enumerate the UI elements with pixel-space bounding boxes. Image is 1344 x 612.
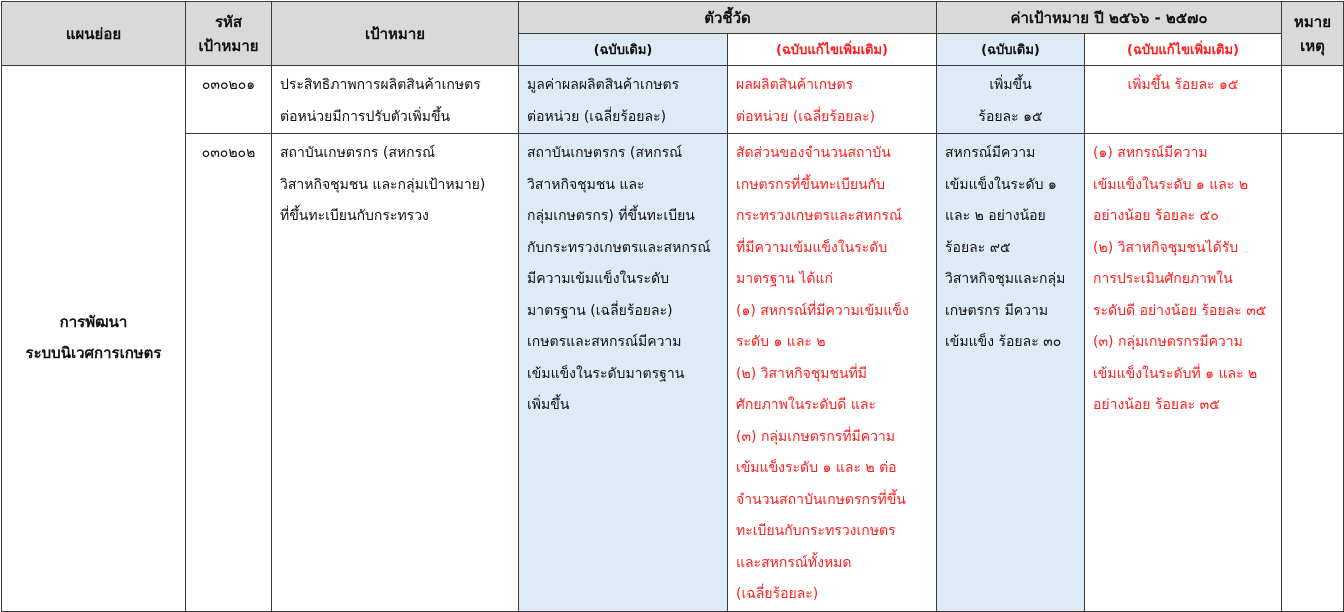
remark-cell — [1282, 66, 1344, 134]
table-row — [2, 66, 1344, 134]
header-target: เป้าหมาย — [272, 2, 519, 66]
header-remark: หมาย เหตุ — [1282, 2, 1344, 66]
target-text: ประสิทธิภาพการผลิตสินค้าเกษตร ต่อหน่วยมีการปรับตัวเพิ่มขึ้น — [272, 66, 519, 134]
value-original: สหกรณ์มีความ เข้มแข็งในระดับ ๑ และ ๒ อย่างน้อย ร้อยละ ๙๕ วิสาหกิจชุมและกลุ่ม เกษตรกร มีความ เข้มแข็ง ร้อยละ ๓๐ — [937, 134, 1085, 612]
remark-cell — [1282, 134, 1344, 612]
target-text: สถาบันเกษตรกร (สหกรณ์ วิสาหกิจชุมชน และกลุ่มเป้าหมาย) ที่ขึ้นทะเบียนกับกระทรวง — [272, 134, 519, 612]
value-original: เพิ่มขึ้น ร้อยละ ๑๕ — [937, 66, 1085, 134]
target-table — [1, 1, 1344, 612]
target-code: ๐๓๐๒๐๑ — [186, 66, 272, 134]
value-amended: เพิ่มขึ้น ร้อยละ ๑๕ — [1085, 66, 1282, 134]
table-row — [2, 134, 1344, 612]
subheader-value-original: (ฉบับเดิม) — [937, 34, 1085, 66]
header-code: รหัส เป้าหมาย — [186, 2, 272, 66]
plan-name-cell: การพัฒนา ระบบนิเวศการเกษตร — [2, 66, 186, 612]
header-plan: แผนย่อย — [2, 2, 186, 66]
target-code: ๐๓๐๒๐๒ — [186, 134, 272, 612]
header-indicator: ตัวชี้วัด — [519, 2, 937, 34]
indicator-original: มูลค่าผลผลิตสินค้าเกษตร ต่อหน่วย (เฉลี่ยร้อยละ) — [519, 66, 728, 134]
header-target-value: ค่าเป้าหมาย ปี ๒๕๖๖ - ๒๕๗๐ — [937, 2, 1282, 34]
indicator-original: สถาบันเกษตรกร (สหกรณ์ วิสาหกิจชุมชน และ กลุ่มเกษตรกร) ที่ขึ้นทะเบียน กับกระทรวงเกษตรและสหกรณ์ มีความเข้มแข็งในระดับ มาตรฐาน (เฉลี่ยร้อยละ) เกษตรและสหกรณ์มีความ เข้มแข็งในระดับมาตรฐาน เพิ่มขึ้น — [519, 134, 728, 612]
indicator-amended: สัดส่วนของจำนวนสถาบัน เกษตรกรที่ขึ้นทะเบียนกับ กระทรวงเกษตรและสหกรณ์ ที่มีความเข้มแข็งในระดับ มาตรฐาน ได้แก่ (๑) สหกรณ์ที่มีความเข้มแข็ง ระดับ ๑ และ ๒ (๒) วิสาหกิจชุมชนที่มี ศักยภาพในระดับดี และ (๓) กลุ่มเกษตรกรที่มีความ เข้มแข็งระดับ ๑ และ ๒ ต่อ จำนวนสถาบันเกษตรกรที่ขึ้น ทะเบียนกับกระทรวงเกษตร และสหกรณ์ทั้งหมด (เฉลี่ยร้อยละ) — [728, 134, 937, 612]
subheader-indicator-amended: (ฉบับแก้ไขเพิ่มเติม) — [728, 34, 937, 66]
subheader-value-amended: (ฉบับแก้ไขเพิ่มเติม) — [1085, 34, 1282, 66]
value-amended: (๑) สหกรณ์มีความ เข้มแข็งในระดับ ๑ และ ๒ อย่างน้อย ร้อยละ ๕๐ (๒) วิสาหกิจชุมชนได้รับ การประเมินศักยภาพใน ระดับดี อย่างน้อย ร้อยละ ๓๕ (๓) กลุ่มเกษตรกรมีความ เข้มแข็งในระดับที่ ๑ และ ๒ อย่างน้อย ร้อยละ ๓๕ — [1085, 134, 1282, 612]
indicator-amended: ผลผลิตสินค้าเกษตร ต่อหน่วย (เฉลี่ยร้อยละ) — [728, 66, 937, 134]
subheader-indicator-original: (ฉบับเดิม) — [519, 34, 728, 66]
